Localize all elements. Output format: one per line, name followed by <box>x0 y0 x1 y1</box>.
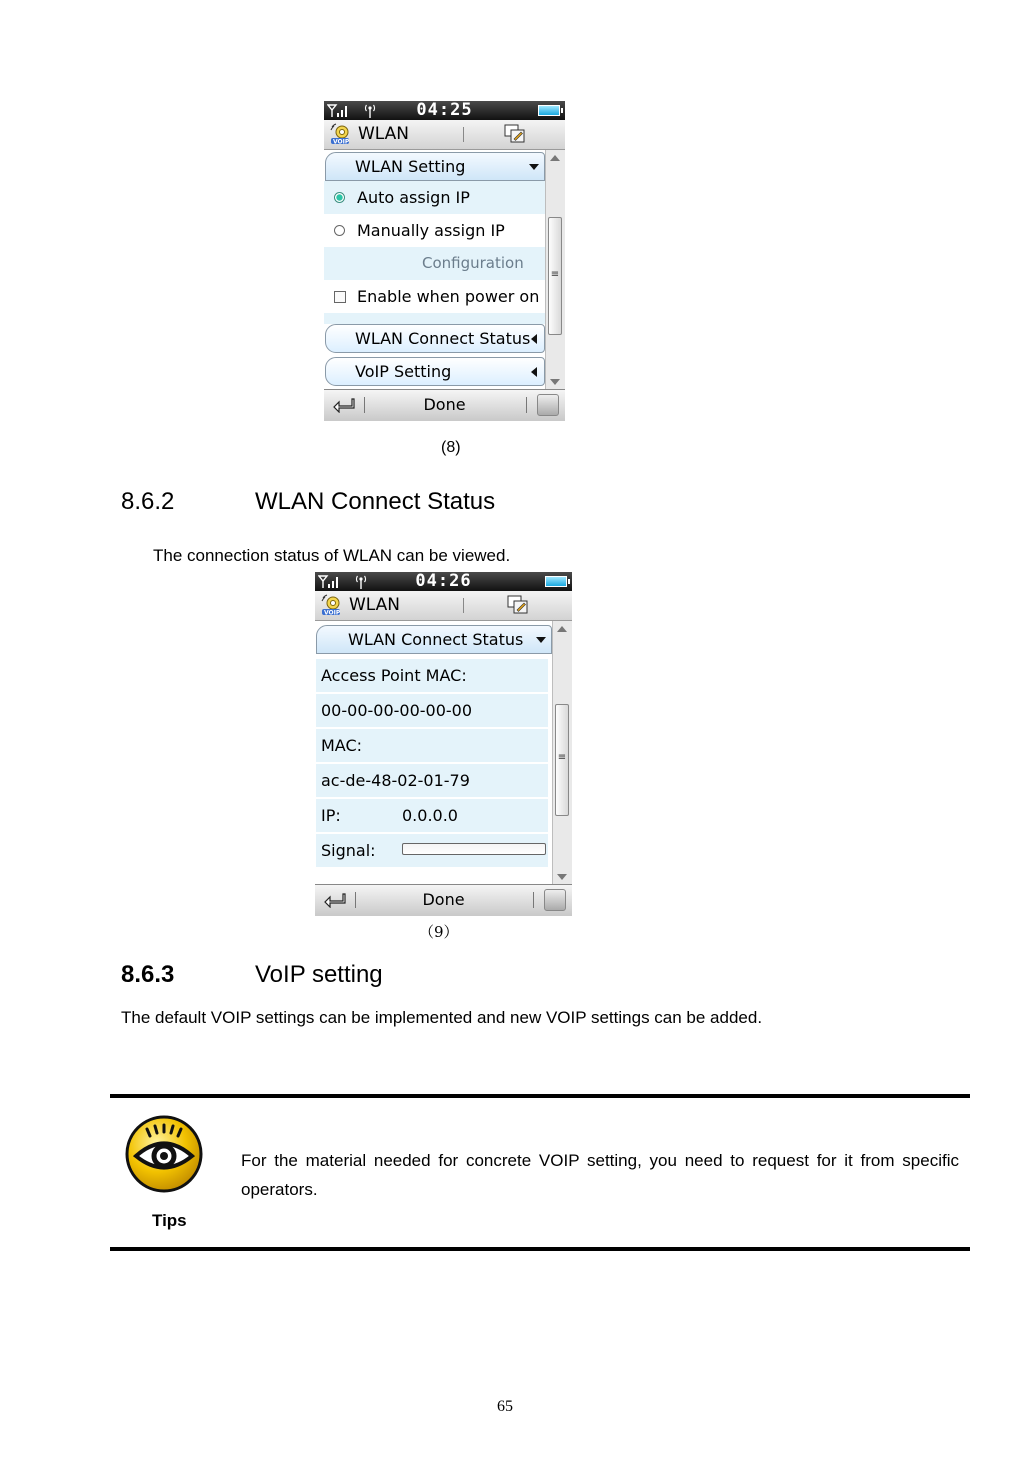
switch-window-icon[interactable] <box>507 595 529 615</box>
eye-icon <box>124 1115 204 1193</box>
screenshot-wlan-setting <box>324 101 565 421</box>
settings-list <box>324 150 546 390</box>
ip-value: 0.0.0.0 <box>402 806 458 825</box>
section-number: 8.6.2 <box>121 488 175 515</box>
auto-assign-ip-option[interactable] <box>324 181 546 214</box>
softkey-divider <box>526 397 527 413</box>
softkey-divider <box>533 892 534 908</box>
signal-strength-bar <box>402 843 546 855</box>
mac-value-row <box>316 764 548 797</box>
configuration-row <box>324 247 546 280</box>
manually-assign-ip-option[interactable] <box>324 214 546 247</box>
tips-bottom-rule <box>110 1247 970 1251</box>
expanded-arrow-icon <box>536 637 546 643</box>
scroll-up-arrow-icon[interactable] <box>550 155 560 161</box>
title-bar <box>324 120 565 150</box>
page-number: 65 <box>497 1398 513 1415</box>
svg-text:VOIP: VOIP <box>324 609 341 616</box>
auto-assign-ip-label: Auto assign IP <box>357 188 470 207</box>
ip-row <box>316 799 548 832</box>
ap-mac-label-row <box>316 659 548 692</box>
scroll-down-arrow-icon[interactable] <box>550 379 560 385</box>
clock: 04:26 <box>415 572 472 591</box>
configuration-button[interactable]: Configuration <box>422 254 524 272</box>
enable-power-on-option[interactable] <box>324 280 546 313</box>
switch-window-icon[interactable] <box>504 124 526 144</box>
voip-wlan-app-icon <box>330 123 352 145</box>
app-title: WLAN <box>358 124 410 144</box>
status-list <box>315 621 553 885</box>
expanded-arrow-icon <box>529 164 539 170</box>
signal-row <box>316 834 548 867</box>
scroll-down-arrow-icon[interactable] <box>557 874 567 880</box>
signal-label: Signal: <box>321 841 376 860</box>
ip-label: IP: <box>321 806 341 825</box>
status-bar <box>324 101 565 120</box>
done-button[interactable]: Done <box>423 395 466 414</box>
collapsed-arrow-icon <box>531 334 537 344</box>
status-bar <box>315 572 572 591</box>
manually-assign-ip-label: Manually assign IP <box>357 221 505 240</box>
title-bar <box>315 591 572 621</box>
clock: 04:25 <box>416 101 473 120</box>
enable-power-on-label: Enable when power on <box>357 287 540 306</box>
scroll-up-arrow-icon[interactable] <box>557 626 567 632</box>
collapsed-arrow-icon <box>531 367 537 377</box>
voip-wlan-app-icon <box>321 594 343 616</box>
section-body: The default VOIP settings can be implemented and new VOIP settings can be added. <box>121 1008 763 1027</box>
voip-setting-label: VoIP Setting <box>355 362 452 381</box>
section-title: WLAN Connect Status <box>255 488 496 515</box>
figure-caption: (8) <box>441 439 461 456</box>
wlan-connect-status-header-label: WLAN Connect Status <box>348 630 524 649</box>
wlan-connect-status-label: WLAN Connect Status <box>355 329 531 348</box>
ap-mac-label: Access Point MAC: <box>321 666 467 685</box>
section-number: 8.6.3 <box>121 961 175 988</box>
titlebar-divider <box>463 598 464 613</box>
wlan-connect-status-header[interactable] <box>316 625 552 654</box>
titlebar-divider <box>463 127 464 142</box>
scroll-thumb[interactable]: ≡ <box>548 217 562 335</box>
list-spacer <box>324 313 546 324</box>
wlan-setting-header-label: WLAN Setting <box>355 157 466 176</box>
ap-mac-value: 00-00-00-00-00-00 <box>321 701 473 720</box>
scroll-thumb[interactable]: ≡ <box>555 704 569 816</box>
checkbox-icon[interactable] <box>334 291 346 303</box>
screenshot-wlan-connect-status <box>315 572 572 916</box>
done-button[interactable]: Done <box>422 890 465 909</box>
soft-key-bar <box>324 389 565 421</box>
figure-caption: （9） <box>419 923 459 941</box>
section-body: The connection status of WLAN can be viewed. <box>153 546 511 565</box>
mac-label-row <box>316 729 548 762</box>
tips-text: For the material needed for concrete VOIP setting, you need to request for it from specific operators. <box>241 1151 959 1199</box>
wlan-connect-status-header[interactable] <box>325 324 545 353</box>
radio-unselected-icon[interactable] <box>334 225 345 236</box>
mac-value: ac-de-48-02-01-79 <box>321 771 470 790</box>
wlan-setting-header[interactable] <box>325 152 545 181</box>
tips-label: Tips <box>152 1211 187 1230</box>
battery-icon <box>538 105 560 116</box>
scrollbar[interactable] <box>552 621 572 885</box>
voip-setting-header[interactable] <box>325 357 545 386</box>
app-title: WLAN <box>349 595 401 615</box>
battery-icon <box>545 576 567 587</box>
tips-top-rule <box>110 1094 970 1098</box>
home-icon[interactable] <box>544 889 566 911</box>
mac-label: MAC: <box>321 736 363 755</box>
svg-text:VOIP: VOIP <box>333 138 350 145</box>
soft-key-bar <box>315 884 572 916</box>
scrollbar[interactable] <box>545 150 565 390</box>
home-icon[interactable] <box>537 394 559 416</box>
section-title: VoIP setting <box>255 961 383 988</box>
ap-mac-value-row <box>316 694 548 727</box>
radio-selected-icon[interactable] <box>334 192 345 203</box>
